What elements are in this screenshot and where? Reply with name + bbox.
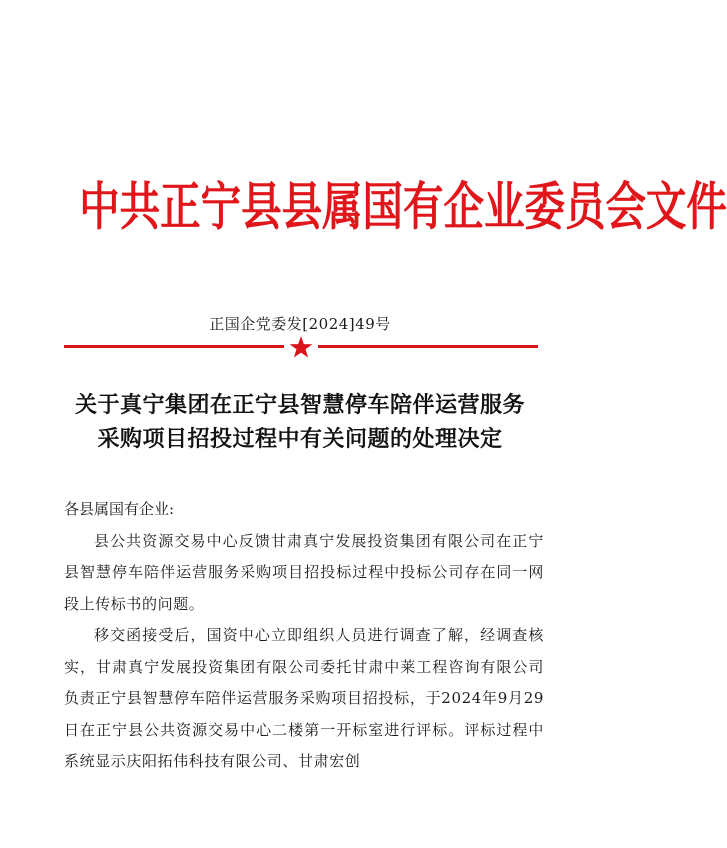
- document-number: 正国企党委发[2024]49号: [209, 315, 391, 333]
- document-title: [40, 388, 560, 456]
- divider-line-right: [318, 345, 538, 348]
- document-title-line-2: 采购项目招投过程中有关问题的处理决定: [97, 426, 503, 452]
- document-title-line-1: 关于真宁集团在正宁县智慧停车陪伴运营服务: [74, 392, 525, 418]
- red-star-icon: [289, 336, 313, 358]
- header-divider: [64, 339, 538, 355]
- document-body: [64, 494, 544, 778]
- body-paragraph-1: 县公共资源交易中心反馈甘肃真宁发展投资集团有限公司在正宁县智慧停车陪伴运营服务采购项目招投标过程中投标公司存在同一网段上传标书的问题。: [64, 531, 544, 613]
- divider-line-left: [64, 345, 284, 348]
- salutation: 各县属国有企业:: [64, 500, 175, 518]
- document-header-title: 中共正宁县县属国有企业委员会文件: [79, 177, 727, 238]
- body-paragraph-2: 移交函接受后，国资中心立即组织人员进行调查了解，经调查核实，甘肃真宁发展投资集团有限公司委托甘肃中莱工程咨询有限公司负责正宁县智慧停车陪伴运营服务采购项目招投标，于2024年9月29日在正宁县公共资源交易中心二楼第一开标室进行评标。评标过程中系统显示庆阳拓伟科技有限公司、甘肃宏创: [64, 626, 544, 770]
